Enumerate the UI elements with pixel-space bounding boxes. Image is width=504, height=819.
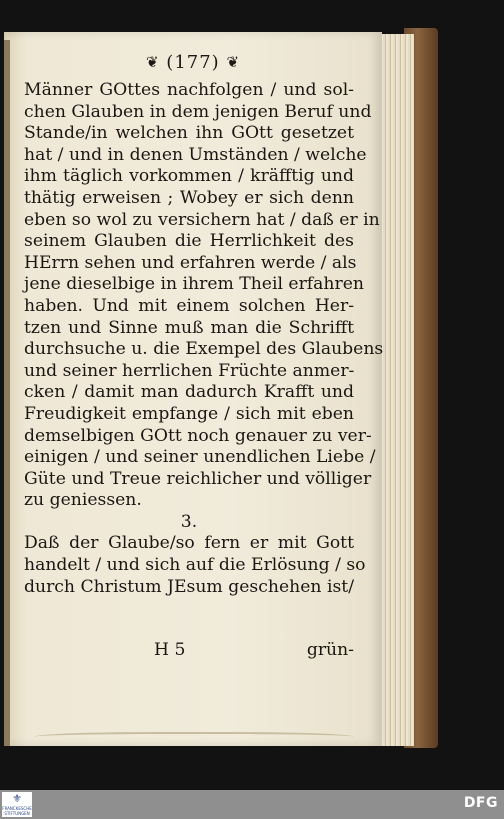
text-line: Stande/in welchen ihn GOtt gesetzet: [24, 123, 354, 144]
text-line: ihm täglich vorkommen / kräfftig und: [24, 166, 354, 187]
text-line: jene dieselbige in ihrem Theil erfahren: [24, 274, 364, 295]
text-line: seinem Glauben die Herrlichkeit des: [24, 231, 354, 252]
text-line: Männer GOttes nachfolgen / und sol-: [24, 80, 354, 100]
text-line: und seiner herrlichen Früchte anmer-: [24, 360, 355, 381]
text-line: tzen und Sinne muß man die Schrifft: [24, 317, 354, 338]
institution-logo[interactable]: [2, 792, 32, 817]
page-number: (177): [166, 52, 220, 73]
page-header: [4, 52, 382, 73]
foundation-emblem-icon: ⚜: [12, 792, 22, 805]
dfg-logo[interactable]: DFG: [463, 795, 498, 811]
text-line: hat / und in denen Umständen / welche: [24, 144, 367, 165]
text-line: eben so wol zu versichern hat / daß er in: [24, 209, 380, 230]
page-edges: [378, 34, 414, 746]
text-line: chen Glauben in dem jenigen Beruf und: [24, 101, 372, 122]
text-line: durchsuche u. die Exempel des Glaubens: [24, 339, 384, 360]
page-bottom-edge: [34, 732, 354, 744]
binding-strip: [4, 40, 10, 746]
catchword: grün-: [306, 640, 354, 660]
text-line: Daß der Glaube/so fern er mit Gott: [24, 533, 354, 554]
text-line: demselbigen GOtt noch genauer zu ver-: [24, 425, 372, 446]
page-body-text: [24, 80, 384, 598]
ornament-right-icon: ❦: [226, 53, 241, 71]
text-line: Freudigkeit empfange / sich mit eben: [24, 403, 354, 424]
text-line: durch Christum JEsum geschehen ist/: [24, 576, 354, 597]
viewer-footer-bar: [0, 790, 504, 819]
text-line: haben. Und mit einem solchen Her-: [24, 295, 354, 316]
signature-mark: H 5: [154, 640, 186, 660]
text-line: Güte und Treue reichlicher und völliger: [24, 468, 372, 489]
ornament-left-icon: ❦: [145, 53, 160, 71]
book-page: [4, 32, 382, 746]
text-line: handelt / und sich auf die Erlösung / so: [24, 555, 366, 576]
text-line: cken / damit man dadurch Krafft und: [24, 382, 354, 403]
section-number: 3.: [180, 511, 198, 532]
text-line: thätig erweisen ; Wobey er sich denn: [24, 187, 354, 208]
text-line: HErrn sehen und erfahren werde / als: [24, 252, 357, 273]
text-line: zu geniessen.: [24, 490, 142, 511]
book: [0, 28, 440, 750]
logo-text: FRANCKESCHE STIFTUNGEN: [2, 806, 32, 816]
text-line: einigen / und seiner unendlichen Liebe /: [24, 447, 376, 468]
